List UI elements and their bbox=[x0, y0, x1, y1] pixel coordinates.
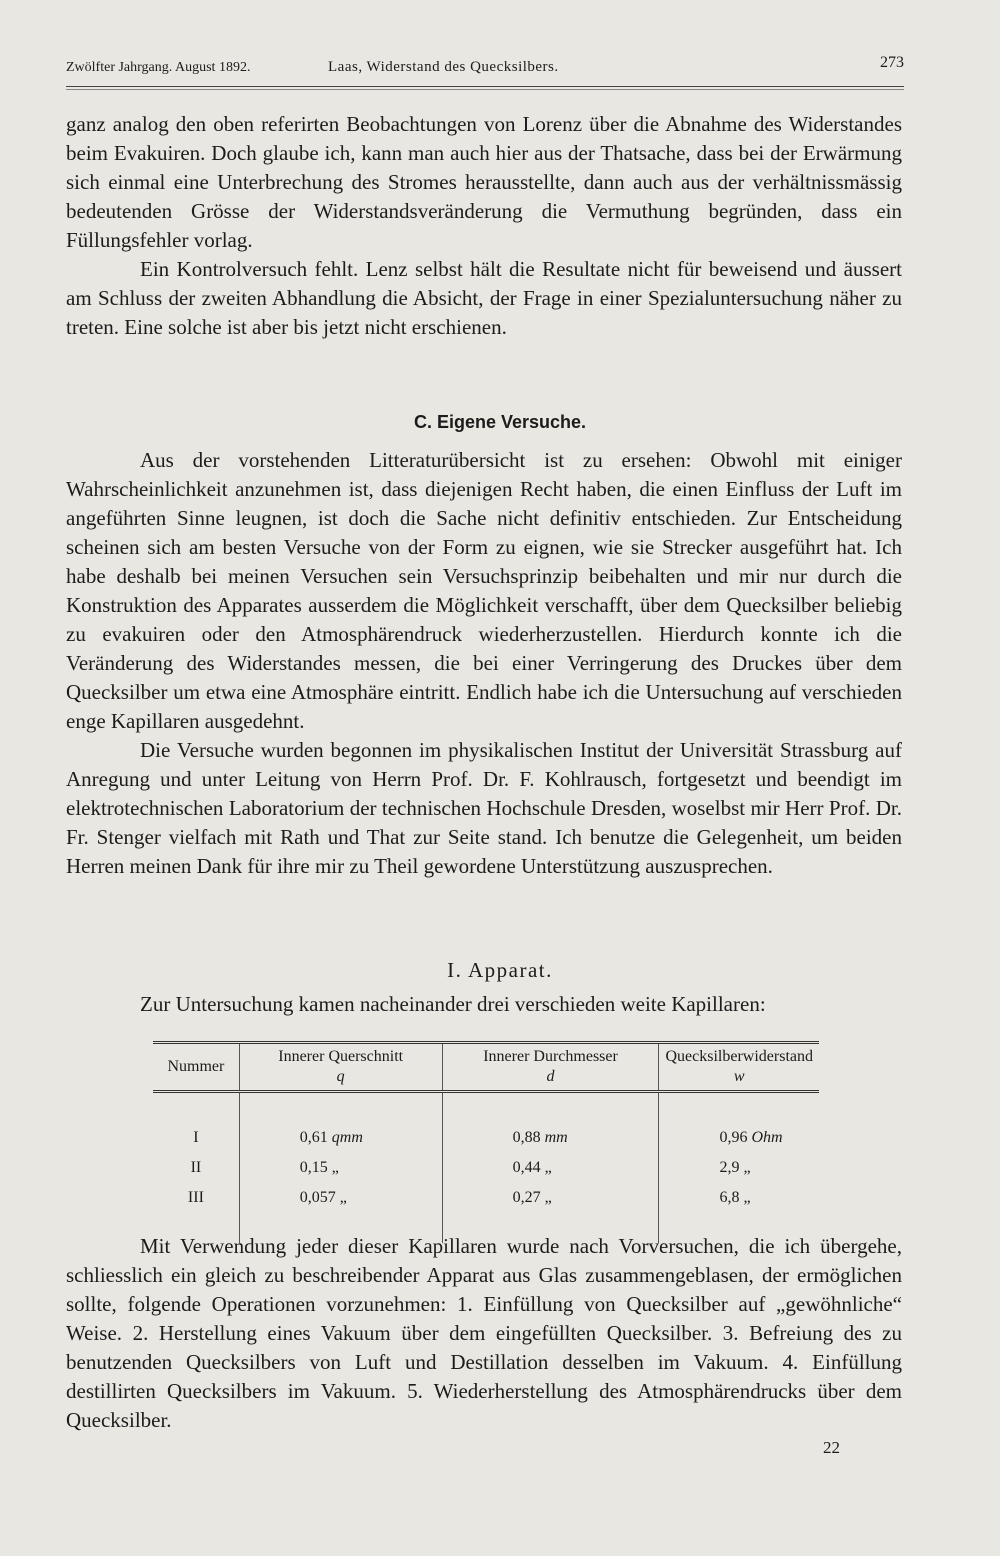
table-spacer-row bbox=[153, 1092, 819, 1124]
capillary-table bbox=[153, 1041, 819, 1243]
col-header-querschnitt: Innerer Querschnitt q bbox=[239, 1043, 442, 1092]
symbol-w: w bbox=[733, 1068, 745, 1085]
paragraph: Die Versuche wurden begonnen im physikalischen Institut der Universität Strassburg auf Anregung und unter Leitung von Herrn Prof. Dr. F. Kohlrausch, fortgesetzt und beendigt im elektrotechnischen Laboratorium der technischen Hochschule Dresden, woselbst mir Herr Prof. Dr. Fr. Stenger vielfach mit Rath und That zur Seite stand. Ich benutze die Gelegenheit, um beiden Herren meinen Dank für ihre mir zu Theil gewordene Unterstützung auszusprechen. bbox=[66, 738, 902, 878]
page-number: 273 bbox=[880, 54, 904, 71]
running-title: Laas, Widerstand des Quecksilbers. bbox=[328, 59, 559, 75]
paragraph: Aus der vorstehenden Litteraturübersicht ist zu ersehen: Obwohl mit einiger Wahrscheinlichkeit anzunehmen ist, dass diejenigen Recht haben, die einen Einfluss der Luft im angeführten Sinne leugnen, ist doch die Sache nicht definitiv entschieden. Zur Entscheidung scheinen sich am besten Versuche von der Form zu eignen, wie sie Strecker ausgeführt hat. Ich habe deshalb bei meinen Versuchen sein Versuchsprinzip beibehalten und mir nur durch die Konstruktion des Apparates ausserdem die Möglichkeit verschafft, über dem Quecksilber beliebig zu evakuiren oder den Atmosphärendruck wiederherzustellen. Hierdurch konnte ich die Veränderung des Widerstandes messen, die bei einer Verringerung des Druckes über dem Quecksilber um etwa eine Atmosphäre eintritt. Endlich habe ich die Untersuchung auf verschieden enge Kapillaren ausgedehnt. bbox=[66, 448, 902, 733]
paragraph: Ein Kontrolversuch fehlt. Lenz selbst hält die Resultate nicht für beweisend und äussert am Schluss der zweiten Abhandlung die Absicht, der Frage in einer Spezialuntersuchung näher zu treten. Eine solche ist aber bis jetzt nicht erschienen. bbox=[66, 257, 902, 339]
header-rule bbox=[66, 86, 904, 90]
symbol-d: d bbox=[546, 1068, 555, 1085]
col-header-nummer: Nummer bbox=[167, 1058, 225, 1075]
paragraph: ganz analog den oben referirten Beobachtungen von Lorenz über die Abnahme des Widerstandes beim Evakuiren. Doch glaube ich, kann man auch hier aus der Thatsache, dass bei der Erwärmung sich einmal eine Unterbrechung des Stromes herausstellte, dann auch aus der verhältnissmässig bedeutenden Grösse der Widerstandsveränderung die Vermuthung begründen, dass ein Füllungsfehler vorlag. bbox=[66, 112, 902, 252]
journal-issue: Zwölfter Jahrgang. August 1892. bbox=[66, 60, 251, 75]
section-heading: C. Eigene Versuche. bbox=[413, 412, 587, 432]
section-c-text bbox=[66, 446, 902, 881]
signature-mark: 22 bbox=[823, 1438, 840, 1457]
paragraph: Mit Verwendung jeder dieser Kapillaren wurde nach Vorversuchen, die ich übergehe, schliesslich ein gleich zu beschreibender Apparat aus Glas zusammengeblasen, der ermöglichen sollte, folgende Operationen vorzunehmen: 1. Einfüllung von Quecksilber auf „gewöhnliche“ Weise. 2. Herstellung eines Vakuum über dem eingefüllten Quecksilber. 3. Befreiung des zu benutzenden Quecksilbers von Luft und Destillation desselben im Vakuum. 4. Einfüllung destillirten Quecksilbers im Vakuum. 5. Wiederherstellung des Atmosphärendrucks über dem Quecksilber. bbox=[66, 1234, 902, 1432]
table-header-row bbox=[153, 1043, 819, 1092]
table-row: II 0,15 „ 0,44 „ 2,9 „ bbox=[153, 1153, 819, 1183]
subsection-heading: I. Apparat. bbox=[447, 958, 553, 982]
col-header-durchmesser: Innerer Durchmesser d bbox=[442, 1043, 659, 1092]
symbol-q: q bbox=[336, 1068, 345, 1085]
col-header-widerstand: Quecksilberwiderstand w bbox=[659, 1043, 819, 1092]
section-i-intro bbox=[66, 990, 902, 1019]
paragraph: Zur Untersuchung kamen nacheinander drei verschieden weite Kapillaren: bbox=[140, 992, 766, 1016]
body-text-top bbox=[66, 110, 902, 342]
table-row: I 0,61 qmm 0,88 mm 0,96 Ohm bbox=[153, 1123, 819, 1153]
running-header bbox=[66, 54, 904, 82]
table-row: III 0,057 „ 0,27 „ 6,8 „ bbox=[153, 1183, 819, 1213]
bottom-text bbox=[66, 1232, 902, 1435]
